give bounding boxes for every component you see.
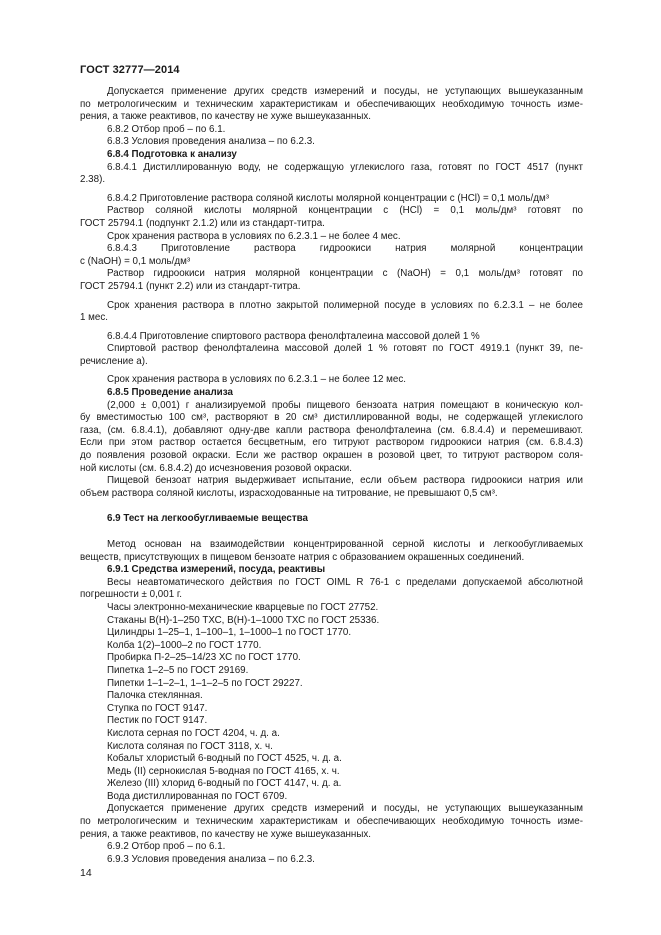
paragraph-line: ГОСТ 25794.1 (пункт 2.2) или из стандарт-титра.	[80, 280, 301, 292]
list-item: Вода дистиллированная по ГОСТ 6709.	[107, 790, 288, 802]
list-item: Кислота серная по ГОСТ 4204, ч. д. а.	[107, 727, 280, 739]
equipment-list	[80, 602, 583, 804]
paragraph-line: ной кислоты (см. 6.8.4.2) до исчезновения розовой окраски.	[80, 462, 352, 474]
list-item: Железо (III) хлорид 6-водный по ГОСТ 4147, ч. д. а.	[107, 778, 342, 790]
paragraph-line: по метрологическим и техническим характеристикам и обеспечивающих необходимую точность изме-	[80, 816, 583, 828]
paragraph-line: газа, (см. 6.8.4.1), добавляют одну-две капли раствора фенолфталеина (см. 6.8.4.4) и перемешивают.	[80, 424, 583, 436]
list-item: Ступка по ГОСТ 9147.	[107, 702, 208, 714]
storage-note: Срок хранения раствора в условиях по 6.2.3.1 – не более 4 мес.	[107, 230, 401, 242]
list-item: Цилиндры 1–25–1, 1–100–1, 1–1000–1 по ГОСТ 1770.	[107, 627, 352, 639]
paragraph-line: объем раствора соляной кислоты, израсходованные на титрование, не превышают 0,5 см³.	[80, 487, 498, 499]
paragraph-line: Раствор гидроокиси натрия молярной концентрации c (NaOH) = 0,1 моль/дм³ готовят по	[107, 268, 583, 280]
clause-6-9-3: 6.9.3 Условия проведения анализа – по 6.2.3.	[107, 853, 315, 865]
list-item: Пипетка 1–2–5 по ГОСТ 29169.	[107, 664, 249, 676]
list-item: Колба 1(2)–1000–2 по ГОСТ 1770.	[107, 639, 262, 651]
heading-6-9: 6.9 Тест на легкообугливаемые вещества	[107, 513, 308, 525]
paragraph-line: ГОСТ 25794.1 (подпункт 2.1.2) или из стандарт-титра.	[80, 217, 325, 229]
document-body	[80, 86, 583, 866]
paragraph-line: по метрологическим и техническим характеристикам и обеспечивающих необходимую точность изме-	[80, 98, 583, 110]
paragraph-line: (2,000 ± 0,001) г анализируемой пробы пищевого бензоата натрия помещают в коническую кол-	[107, 399, 583, 411]
paragraph-line: рения, а также реактивов, по качеству не хуже вышеуказанных.	[80, 828, 372, 840]
storage-note: Срок хранения раствора в условиях по 6.2.3.1 – не более 12 мес.	[107, 374, 406, 386]
paragraph-line: Спиртовой раствор фенолфталеина массовой долей 1 % готовят по ГОСТ 4919.1 (пункт 39, пе-	[107, 343, 583, 355]
paragraph-line: погрешности ± 0,001 г.	[80, 589, 182, 601]
paragraph-line: бу вместимостью 100 см³, растворяют в 20 см³ дистиллированной воды, не содержащей углекислого	[80, 412, 583, 424]
paragraph-line: Метод основан на взаимодействии концентрированной серной кислоты и легкообугливаемых	[107, 539, 583, 550]
paragraph-line: Допускается применение других средств измерений и посуды, не уступающих вышеуказанным	[107, 803, 583, 815]
paragraph-line: Весы неавтоматического действия по ГОСТ OIML R 76-1 с пределами допускаемой абсолютной	[107, 576, 583, 588]
heading-6-8-5: 6.8.5 Проведение анализа	[107, 387, 233, 399]
document-header: ГОСТ 32777—2014	[80, 64, 180, 76]
heading-6-9-1: 6.9.1 Средства измерений, посуда, реактивы	[107, 564, 326, 576]
clause-6-8-3: 6.8.3 Условия проведения анализа – по 6.2.3.	[107, 136, 315, 148]
paragraph-line: 2.38).	[80, 174, 106, 186]
paragraph-line: Допускается применение других средств измерений и посуды, не уступающих вышеуказанным	[107, 86, 583, 97]
paragraph-line: Раствор соляной кислоты молярной концентрации c (HCl) = 0,1 моль/дм³ готовят по	[107, 205, 583, 217]
list-item: Стаканы В(Н)-1–250 ТХС, В(Н)-1–1000 ТХС по ГОСТ 25336.	[107, 614, 380, 626]
list-item: Пробирка П-2–25–14/23 ХС по ГОСТ 1770.	[107, 652, 301, 664]
paragraph-line: 1 мес.	[80, 312, 108, 324]
list-item: Кобальт хлористый 6-водный по ГОСТ 4525, ч. д. а.	[107, 753, 342, 765]
clause-6-8-4-2: 6.8.4.2 Приготовление раствора соляной кислоты молярной концентрации c (HCl) = 0,1 моль/дм³	[107, 192, 549, 204]
list-item: Палочка стеклянная.	[107, 690, 203, 702]
paragraph-line: речисление а).	[80, 355, 148, 367]
list-item: Медь (II) сернокислая 5-водная по ГОСТ 4165, х. ч.	[107, 765, 340, 777]
paragraph-line: Пищевой бензоат натрия выдерживает испытание, если объем раствора гидроокиси натрия или	[107, 475, 583, 487]
list-item: Часы электронно-механические кварцевые по ГОСТ 27752.	[107, 601, 379, 613]
clause-6-8-4-4: 6.8.4.4 Приготовление спиртового раствора фенолфталеина массовой долей 1 %	[107, 330, 480, 342]
list-item: Пестик по ГОСТ 9147.	[107, 715, 208, 727]
list-item: Пипетки 1–1–2–1, 1–1–2–5 по ГОСТ 29227.	[107, 677, 303, 689]
paragraph-line: 6.8.4.3 Приготовление раствора гидроокиси натрия молярной концентрации	[107, 243, 583, 255]
heading-6-8-4: 6.8.4 Подготовка к анализу	[107, 148, 237, 160]
list-item: Кислота соляная по ГОСТ 3118, х. ч.	[107, 740, 273, 752]
page-number: 14	[80, 867, 92, 879]
paragraph-line: рения, а также реактивов, по качеству не хуже вышеуказанных.	[80, 111, 372, 123]
paragraph-line: Если при этом раствор остается бесцветным, его титруют раствором гидроокиси натрия (см. 6.8.4.3)	[80, 437, 583, 449]
clause-6-8-2: 6.8.2 Отбор проб – по 6.1.	[107, 123, 226, 135]
paragraph-line: Срок хранения раствора в плотно закрытой полимерной посуде в условиях по 6.2.3.1 – не более	[107, 299, 583, 311]
clause-6-9-2: 6.9.2 Отбор проб – по 6.1.	[107, 841, 226, 853]
paragraph-line: 6.8.4.1 Дистиллированную воду, не содержащую углекислого газа, готовят по ГОСТ 4517 (пункт	[107, 161, 583, 173]
paragraph-line: c (NaOH) = 0,1 моль/дм³	[80, 255, 191, 267]
paragraph-line: до появления розовой окраски. Если же раствор окрашен в розовой цвет, то титруют раствором соля-	[80, 450, 583, 462]
paragraph-line: веществ, присутствующих в пищевом бензоате натрия с образованием окрашенных соединений.	[80, 551, 525, 563]
